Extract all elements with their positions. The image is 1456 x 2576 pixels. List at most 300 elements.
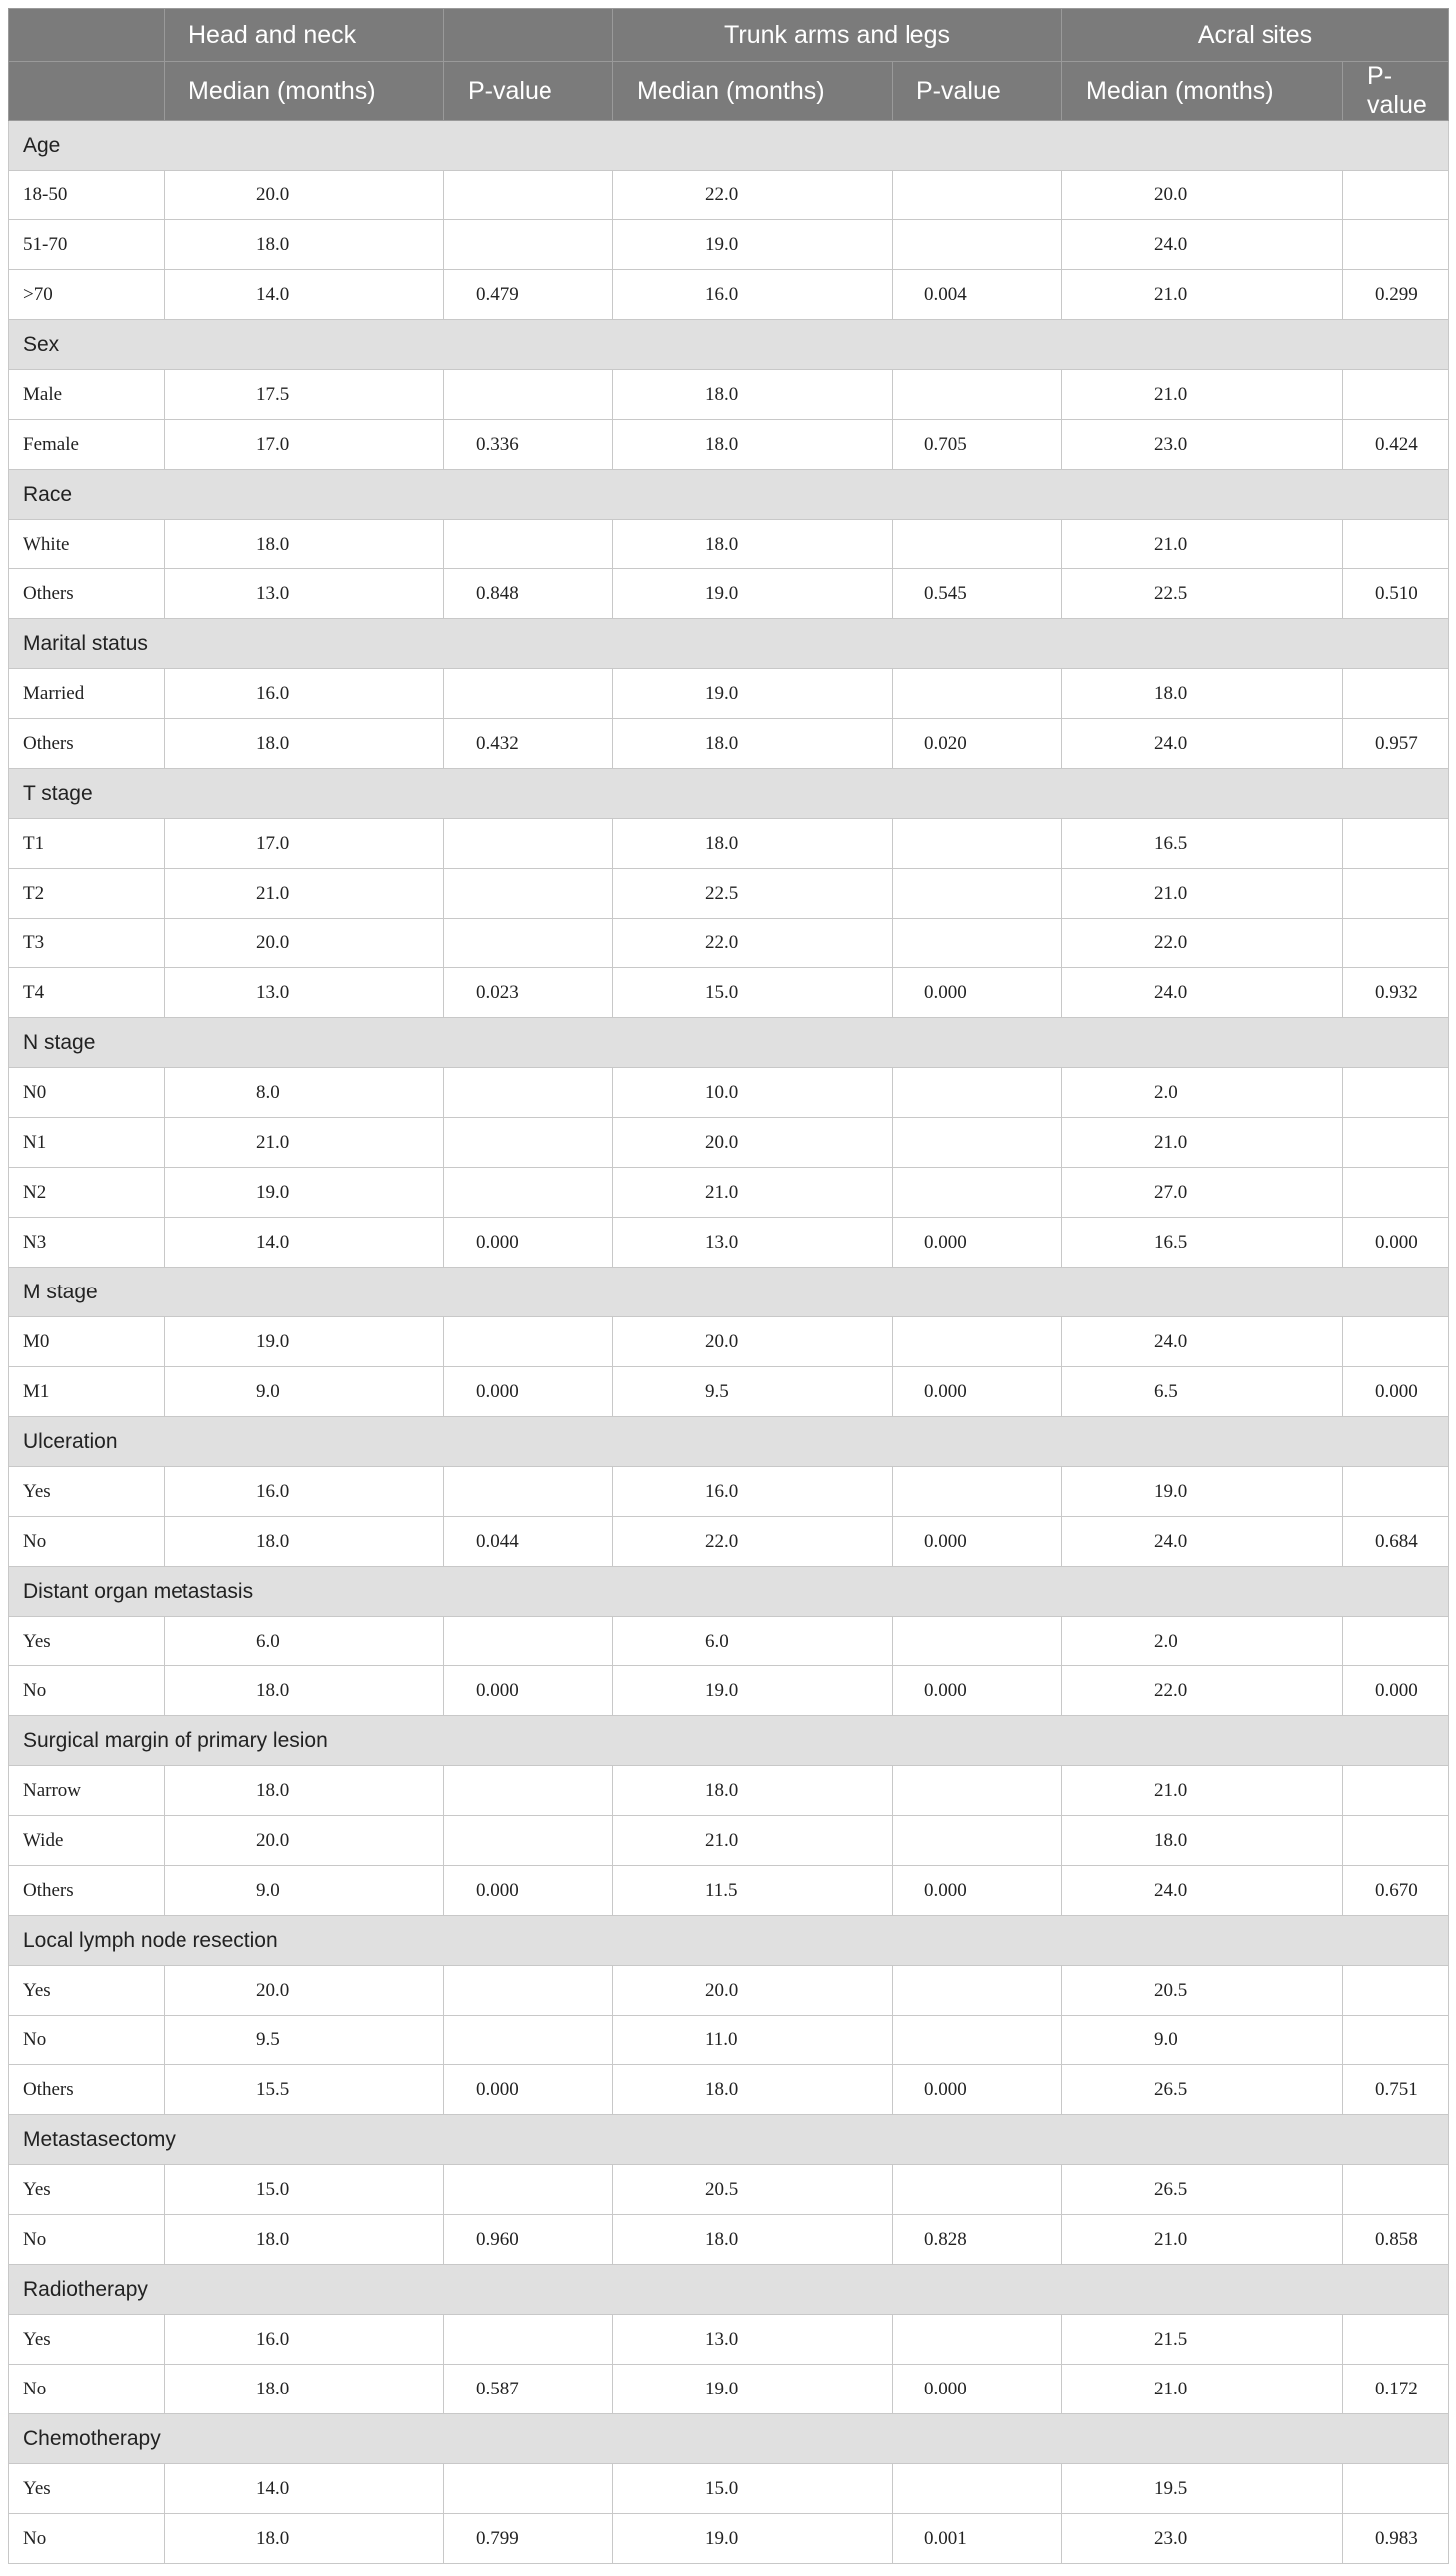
- table-row: [9, 2065, 1449, 2115]
- row-label: Yes: [9, 2315, 165, 2365]
- pvalue-cell: 0.000: [893, 2065, 1062, 2115]
- pvalue-cell: 0.000: [893, 1666, 1062, 1716]
- row-label: Yes: [9, 2165, 165, 2215]
- row-label: 51-70: [9, 220, 165, 270]
- pvalue-cell: [444, 1617, 613, 1666]
- median-cell: 21.0: [165, 1118, 444, 1168]
- pvalue-cell: 0.000: [893, 1517, 1062, 1567]
- pvalue-cell: [1343, 1467, 1449, 1517]
- section-row: [9, 2414, 1449, 2464]
- median-cell: 18.0: [613, 2215, 893, 2265]
- header-group-spacer: [444, 9, 613, 62]
- median-cell: 17.5: [165, 370, 444, 420]
- median-cell: 11.0: [613, 2016, 893, 2065]
- header-sub-row: [9, 62, 1449, 121]
- median-cell: 8.0: [165, 1068, 444, 1118]
- pvalue-cell: 0.000: [893, 1367, 1062, 1417]
- median-cell: 21.0: [613, 1168, 893, 1218]
- median-cell: 20.0: [165, 1966, 444, 2016]
- row-label: N2: [9, 1168, 165, 1218]
- pvalue-cell: [1343, 1168, 1449, 1218]
- row-label: Yes: [9, 1966, 165, 2016]
- median-cell: 21.0: [1062, 270, 1343, 320]
- table-row: [9, 869, 1449, 919]
- pvalue-cell: [444, 2016, 613, 2065]
- median-cell: 20.0: [165, 919, 444, 968]
- table-row: [9, 171, 1449, 220]
- pvalue-cell: [1343, 2165, 1449, 2215]
- median-cell: 16.5: [1062, 1218, 1343, 1268]
- pvalue-cell: [1343, 2315, 1449, 2365]
- pvalue-cell: [444, 220, 613, 270]
- pvalue-cell: [1343, 2464, 1449, 2514]
- median-cell: 22.0: [613, 171, 893, 220]
- pvalue-cell: [444, 1816, 613, 1866]
- row-label: Married: [9, 669, 165, 719]
- pvalue-cell: [893, 919, 1062, 968]
- median-cell: 21.0: [1062, 2365, 1343, 2414]
- table-row: [9, 1317, 1449, 1367]
- row-label: Yes: [9, 1617, 165, 1666]
- median-cell: 19.0: [1062, 1467, 1343, 1517]
- median-cell: 15.0: [613, 2464, 893, 2514]
- median-cell: 18.0: [613, 520, 893, 569]
- median-cell: 16.0: [613, 1467, 893, 1517]
- pvalue-cell: [444, 2464, 613, 2514]
- row-label: Female: [9, 420, 165, 470]
- pvalue-cell: 0.587: [444, 2365, 613, 2414]
- section-title: Radiotherapy: [9, 2265, 1449, 2315]
- header-group-acral: Acral sites: [1062, 9, 1449, 62]
- pvalue-cell: 0.000: [444, 1367, 613, 1417]
- table-row: [9, 1617, 1449, 1666]
- median-cell: 13.0: [613, 2315, 893, 2365]
- section-row: [9, 1567, 1449, 1617]
- header-median: Median (months): [1062, 62, 1343, 121]
- table-row: [9, 2315, 1449, 2365]
- median-cell: 15.5: [165, 2065, 444, 2115]
- section-row: [9, 1916, 1449, 1966]
- row-label: No: [9, 1666, 165, 1716]
- pvalue-cell: 0.299: [1343, 270, 1449, 320]
- pvalue-cell: 0.932: [1343, 968, 1449, 1018]
- pvalue-cell: [444, 669, 613, 719]
- median-cell: 2.0: [1062, 1068, 1343, 1118]
- median-cell: 21.0: [1062, 370, 1343, 420]
- pvalue-cell: 0.000: [893, 2365, 1062, 2414]
- table-row: [9, 1966, 1449, 2016]
- pvalue-cell: [893, 520, 1062, 569]
- pvalue-cell: 0.510: [1343, 569, 1449, 619]
- header-group-row: [9, 9, 1449, 62]
- row-label: Wide: [9, 1816, 165, 1866]
- median-cell: 18.0: [613, 420, 893, 470]
- median-cell: 18.0: [613, 370, 893, 420]
- median-cell: 18.0: [165, 2514, 444, 2564]
- header-corner: [9, 9, 165, 62]
- median-cell: 22.0: [613, 1517, 893, 1567]
- header-pvalue: P-value: [444, 62, 613, 121]
- pvalue-cell: [444, 171, 613, 220]
- median-cell: 11.5: [613, 1866, 893, 1916]
- section-row: [9, 1268, 1449, 1317]
- pvalue-cell: 0.004: [893, 270, 1062, 320]
- table-row: [9, 1068, 1449, 1118]
- median-cell: 18.0: [165, 2215, 444, 2265]
- pvalue-cell: [893, 1816, 1062, 1866]
- pvalue-cell: 0.000: [444, 1866, 613, 1916]
- median-cell: 18.0: [1062, 1816, 1343, 1866]
- pvalue-cell: 0.000: [1343, 1218, 1449, 1268]
- section-title: Age: [9, 121, 1449, 171]
- median-cell: 15.0: [613, 968, 893, 1018]
- table-row: [9, 520, 1449, 569]
- pvalue-cell: [893, 669, 1062, 719]
- table-row: [9, 1666, 1449, 1716]
- pvalue-cell: [893, 1068, 1062, 1118]
- median-cell: 10.0: [613, 1068, 893, 1118]
- row-label: Yes: [9, 2464, 165, 2514]
- table-row: [9, 1866, 1449, 1916]
- pvalue-cell: 0.684: [1343, 1517, 1449, 1567]
- pvalue-cell: [893, 2165, 1062, 2215]
- median-cell: 21.0: [1062, 1118, 1343, 1168]
- section-title: Race: [9, 470, 1449, 520]
- table-row: [9, 2514, 1449, 2564]
- pvalue-cell: 0.751: [1343, 2065, 1449, 2115]
- median-cell: 24.0: [1062, 968, 1343, 1018]
- median-cell: 23.0: [1062, 420, 1343, 470]
- pvalue-cell: [893, 1766, 1062, 1816]
- pvalue-cell: 0.960: [444, 2215, 613, 2265]
- row-label: Others: [9, 569, 165, 619]
- median-cell: 20.0: [613, 1118, 893, 1168]
- row-label: White: [9, 520, 165, 569]
- pvalue-cell: [1343, 1317, 1449, 1367]
- median-cell: 9.0: [1062, 2016, 1343, 2065]
- median-cell: 22.5: [613, 869, 893, 919]
- pvalue-cell: 0.424: [1343, 420, 1449, 470]
- table-row: [9, 1766, 1449, 1816]
- row-label: 18-50: [9, 171, 165, 220]
- median-cell: 18.0: [613, 1766, 893, 1816]
- pvalue-cell: 0.858: [1343, 2215, 1449, 2265]
- table-row: [9, 569, 1449, 619]
- table-row: [9, 2365, 1449, 2414]
- pvalue-cell: [444, 520, 613, 569]
- table-row: [9, 2165, 1449, 2215]
- section-row: [9, 1716, 1449, 1766]
- pvalue-cell: [1343, 1816, 1449, 1866]
- median-cell: 22.0: [613, 919, 893, 968]
- section-title: Metastasectomy: [9, 2115, 1449, 2165]
- median-cell: 16.0: [165, 1467, 444, 1517]
- median-cell: 21.0: [165, 869, 444, 919]
- pvalue-cell: [444, 2165, 613, 2215]
- pvalue-cell: [893, 1467, 1062, 1517]
- row-label: N1: [9, 1118, 165, 1168]
- pvalue-cell: [444, 1966, 613, 2016]
- median-cell: 24.0: [1062, 719, 1343, 769]
- pvalue-cell: [444, 819, 613, 869]
- table-row: [9, 1517, 1449, 1567]
- section-title: Sex: [9, 320, 1449, 370]
- pvalue-cell: [1343, 2016, 1449, 2065]
- row-label: M0: [9, 1317, 165, 1367]
- median-cell: 19.0: [165, 1168, 444, 1218]
- median-cell: 22.0: [1062, 1666, 1343, 1716]
- median-cell: 21.0: [613, 1816, 893, 1866]
- median-cell: 18.0: [165, 1517, 444, 1567]
- median-cell: 14.0: [165, 1218, 444, 1268]
- median-cell: 18.0: [613, 719, 893, 769]
- section-title: Distant organ metastasis: [9, 1567, 1449, 1617]
- table-row: [9, 1467, 1449, 1517]
- row-label: Others: [9, 719, 165, 769]
- table-header: [9, 9, 1449, 121]
- table-row: [9, 220, 1449, 270]
- median-cell: 27.0: [1062, 1168, 1343, 1218]
- table-row: [9, 919, 1449, 968]
- pvalue-cell: [1343, 1118, 1449, 1168]
- pvalue-cell: [893, 2016, 1062, 2065]
- section-row: [9, 470, 1449, 520]
- pvalue-cell: [444, 869, 613, 919]
- header-median: Median (months): [613, 62, 893, 121]
- pvalue-cell: 0.000: [893, 1866, 1062, 1916]
- pvalue-cell: [893, 1118, 1062, 1168]
- section-title: T stage: [9, 769, 1449, 819]
- header-group-head-neck: Head and neck: [165, 9, 444, 62]
- pvalue-cell: [444, 1068, 613, 1118]
- median-cell: 9.5: [165, 2016, 444, 2065]
- median-cell: 24.0: [1062, 1317, 1343, 1367]
- row-label: N3: [9, 1218, 165, 1268]
- pvalue-cell: [893, 171, 1062, 220]
- pvalue-cell: [893, 370, 1062, 420]
- section-row: [9, 121, 1449, 171]
- pvalue-cell: 0.957: [1343, 719, 1449, 769]
- median-cell: 20.5: [613, 2165, 893, 2215]
- pvalue-cell: 0.848: [444, 569, 613, 619]
- table-row: [9, 819, 1449, 869]
- pvalue-cell: 0.000: [1343, 1666, 1449, 1716]
- section-row: [9, 619, 1449, 669]
- pvalue-cell: 0.545: [893, 569, 1062, 619]
- median-cell: 18.0: [1062, 669, 1343, 719]
- median-cell: 20.0: [613, 1966, 893, 2016]
- median-cell: 24.0: [1062, 1866, 1343, 1916]
- pvalue-cell: [444, 919, 613, 968]
- table-row: [9, 2016, 1449, 2065]
- median-cell: 23.0: [1062, 2514, 1343, 2564]
- section-row: [9, 1417, 1449, 1467]
- median-cell: 20.0: [165, 1816, 444, 1866]
- row-label: Yes: [9, 1467, 165, 1517]
- pvalue-cell: [1343, 819, 1449, 869]
- section-title: Surgical margin of primary lesion: [9, 1716, 1449, 1766]
- median-cell: 26.5: [1062, 2165, 1343, 2215]
- pvalue-cell: 0.000: [893, 968, 1062, 1018]
- pvalue-cell: [444, 2315, 613, 2365]
- median-cell: 22.0: [1062, 919, 1343, 968]
- pvalue-cell: [444, 1467, 613, 1517]
- header-pvalue: P-value: [1343, 62, 1449, 121]
- median-cell: 14.0: [165, 2464, 444, 2514]
- median-cell: 20.5: [1062, 1966, 1343, 2016]
- median-cell: 22.5: [1062, 569, 1343, 619]
- row-label: No: [9, 1517, 165, 1567]
- median-cell: 21.0: [1062, 2215, 1343, 2265]
- row-label: Others: [9, 1866, 165, 1916]
- pvalue-cell: 0.000: [893, 1218, 1062, 1268]
- section-title: M stage: [9, 1268, 1449, 1317]
- median-cell: 13.0: [613, 1218, 893, 1268]
- median-cell: 13.0: [165, 968, 444, 1018]
- pvalue-cell: 0.023: [444, 968, 613, 1018]
- table-row: [9, 2464, 1449, 2514]
- median-cell: 18.0: [165, 719, 444, 769]
- median-cell: 20.0: [165, 171, 444, 220]
- median-cell: 18.0: [613, 2065, 893, 2115]
- row-label: >70: [9, 270, 165, 320]
- table-row: [9, 370, 1449, 420]
- section-row: [9, 1018, 1449, 1068]
- pvalue-cell: [444, 1168, 613, 1218]
- median-cell: 16.0: [165, 2315, 444, 2365]
- header-median: Median (months): [165, 62, 444, 121]
- row-label: No: [9, 2365, 165, 2414]
- median-cell: 19.0: [165, 1317, 444, 1367]
- median-cell: 24.0: [1062, 1517, 1343, 1567]
- survival-table: [8, 8, 1449, 2564]
- pvalue-cell: 0.172: [1343, 2365, 1449, 2414]
- median-cell: 6.5: [1062, 1367, 1343, 1417]
- median-cell: 2.0: [1062, 1617, 1343, 1666]
- table-body: [9, 121, 1449, 2564]
- median-cell: 18.0: [165, 220, 444, 270]
- median-cell: 9.0: [165, 1866, 444, 1916]
- median-cell: 6.0: [613, 1617, 893, 1666]
- median-cell: 9.5: [613, 1367, 893, 1417]
- pvalue-cell: 0.705: [893, 420, 1062, 470]
- header-group-trunk: Trunk arms and legs: [613, 9, 1062, 62]
- median-cell: 20.0: [1062, 171, 1343, 220]
- pvalue-cell: 0.336: [444, 420, 613, 470]
- median-cell: 18.0: [165, 1766, 444, 1816]
- table-row: [9, 1218, 1449, 1268]
- median-cell: 21.5: [1062, 2315, 1343, 2365]
- table-row: [9, 270, 1449, 320]
- pvalue-cell: 0.000: [444, 1218, 613, 1268]
- pvalue-cell: 0.001: [893, 2514, 1062, 2564]
- pvalue-cell: [893, 819, 1062, 869]
- pvalue-cell: [1343, 220, 1449, 270]
- pvalue-cell: [893, 2315, 1062, 2365]
- table-row: [9, 1816, 1449, 1866]
- median-cell: 19.0: [613, 220, 893, 270]
- pvalue-cell: 0.000: [444, 2065, 613, 2115]
- section-title: Marital status: [9, 619, 1449, 669]
- pvalue-cell: [444, 1317, 613, 1367]
- row-label: No: [9, 2215, 165, 2265]
- section-title: N stage: [9, 1018, 1449, 1068]
- section-title: Local lymph node resection: [9, 1916, 1449, 1966]
- row-label: Male: [9, 370, 165, 420]
- pvalue-cell: 0.000: [444, 1666, 613, 1716]
- median-cell: 18.0: [165, 2365, 444, 2414]
- median-cell: 21.0: [1062, 520, 1343, 569]
- pvalue-cell: [893, 1966, 1062, 2016]
- median-cell: 17.0: [165, 420, 444, 470]
- pvalue-cell: [444, 1766, 613, 1816]
- pvalue-cell: [1343, 520, 1449, 569]
- median-cell: 18.0: [165, 520, 444, 569]
- table-row: [9, 669, 1449, 719]
- pvalue-cell: 0.670: [1343, 1866, 1449, 1916]
- pvalue-cell: [893, 1317, 1062, 1367]
- row-label: M1: [9, 1367, 165, 1417]
- pvalue-cell: [1343, 669, 1449, 719]
- pvalue-cell: [893, 1617, 1062, 1666]
- table-row: [9, 968, 1449, 1018]
- median-cell: 19.0: [613, 669, 893, 719]
- row-label: T2: [9, 869, 165, 919]
- median-cell: 18.0: [165, 1666, 444, 1716]
- median-cell: 21.0: [1062, 1766, 1343, 1816]
- median-cell: 19.0: [613, 2365, 893, 2414]
- median-cell: 17.0: [165, 819, 444, 869]
- median-cell: 21.0: [1062, 869, 1343, 919]
- pvalue-cell: [444, 1118, 613, 1168]
- median-cell: 9.0: [165, 1367, 444, 1417]
- median-cell: 16.0: [165, 669, 444, 719]
- median-cell: 20.0: [613, 1317, 893, 1367]
- table-row: [9, 1168, 1449, 1218]
- section-row: [9, 2265, 1449, 2315]
- section-title: Ulceration: [9, 1417, 1449, 1467]
- row-label: T3: [9, 919, 165, 968]
- pvalue-cell: [893, 2464, 1062, 2514]
- table-row: [9, 1118, 1449, 1168]
- row-label: No: [9, 2016, 165, 2065]
- median-cell: 19.0: [613, 2514, 893, 2564]
- table-row: [9, 719, 1449, 769]
- median-cell: 26.5: [1062, 2065, 1343, 2115]
- median-cell: 19.0: [613, 569, 893, 619]
- pvalue-cell: 0.000: [1343, 1367, 1449, 1417]
- median-cell: 13.0: [165, 569, 444, 619]
- median-cell: 18.0: [613, 819, 893, 869]
- median-cell: 6.0: [165, 1617, 444, 1666]
- table-row: [9, 2215, 1449, 2265]
- pvalue-cell: 0.479: [444, 270, 613, 320]
- row-label: T4: [9, 968, 165, 1018]
- pvalue-cell: [1343, 1766, 1449, 1816]
- row-label: T1: [9, 819, 165, 869]
- pvalue-cell: [444, 370, 613, 420]
- median-cell: 15.0: [165, 2165, 444, 2215]
- pvalue-cell: [1343, 1068, 1449, 1118]
- table-row: [9, 420, 1449, 470]
- median-cell: 16.0: [613, 270, 893, 320]
- section-row: [9, 320, 1449, 370]
- median-cell: 14.0: [165, 270, 444, 320]
- header-pvalue: P-value: [893, 62, 1062, 121]
- median-cell: 19.5: [1062, 2464, 1343, 2514]
- pvalue-cell: 0.828: [893, 2215, 1062, 2265]
- row-label: N0: [9, 1068, 165, 1118]
